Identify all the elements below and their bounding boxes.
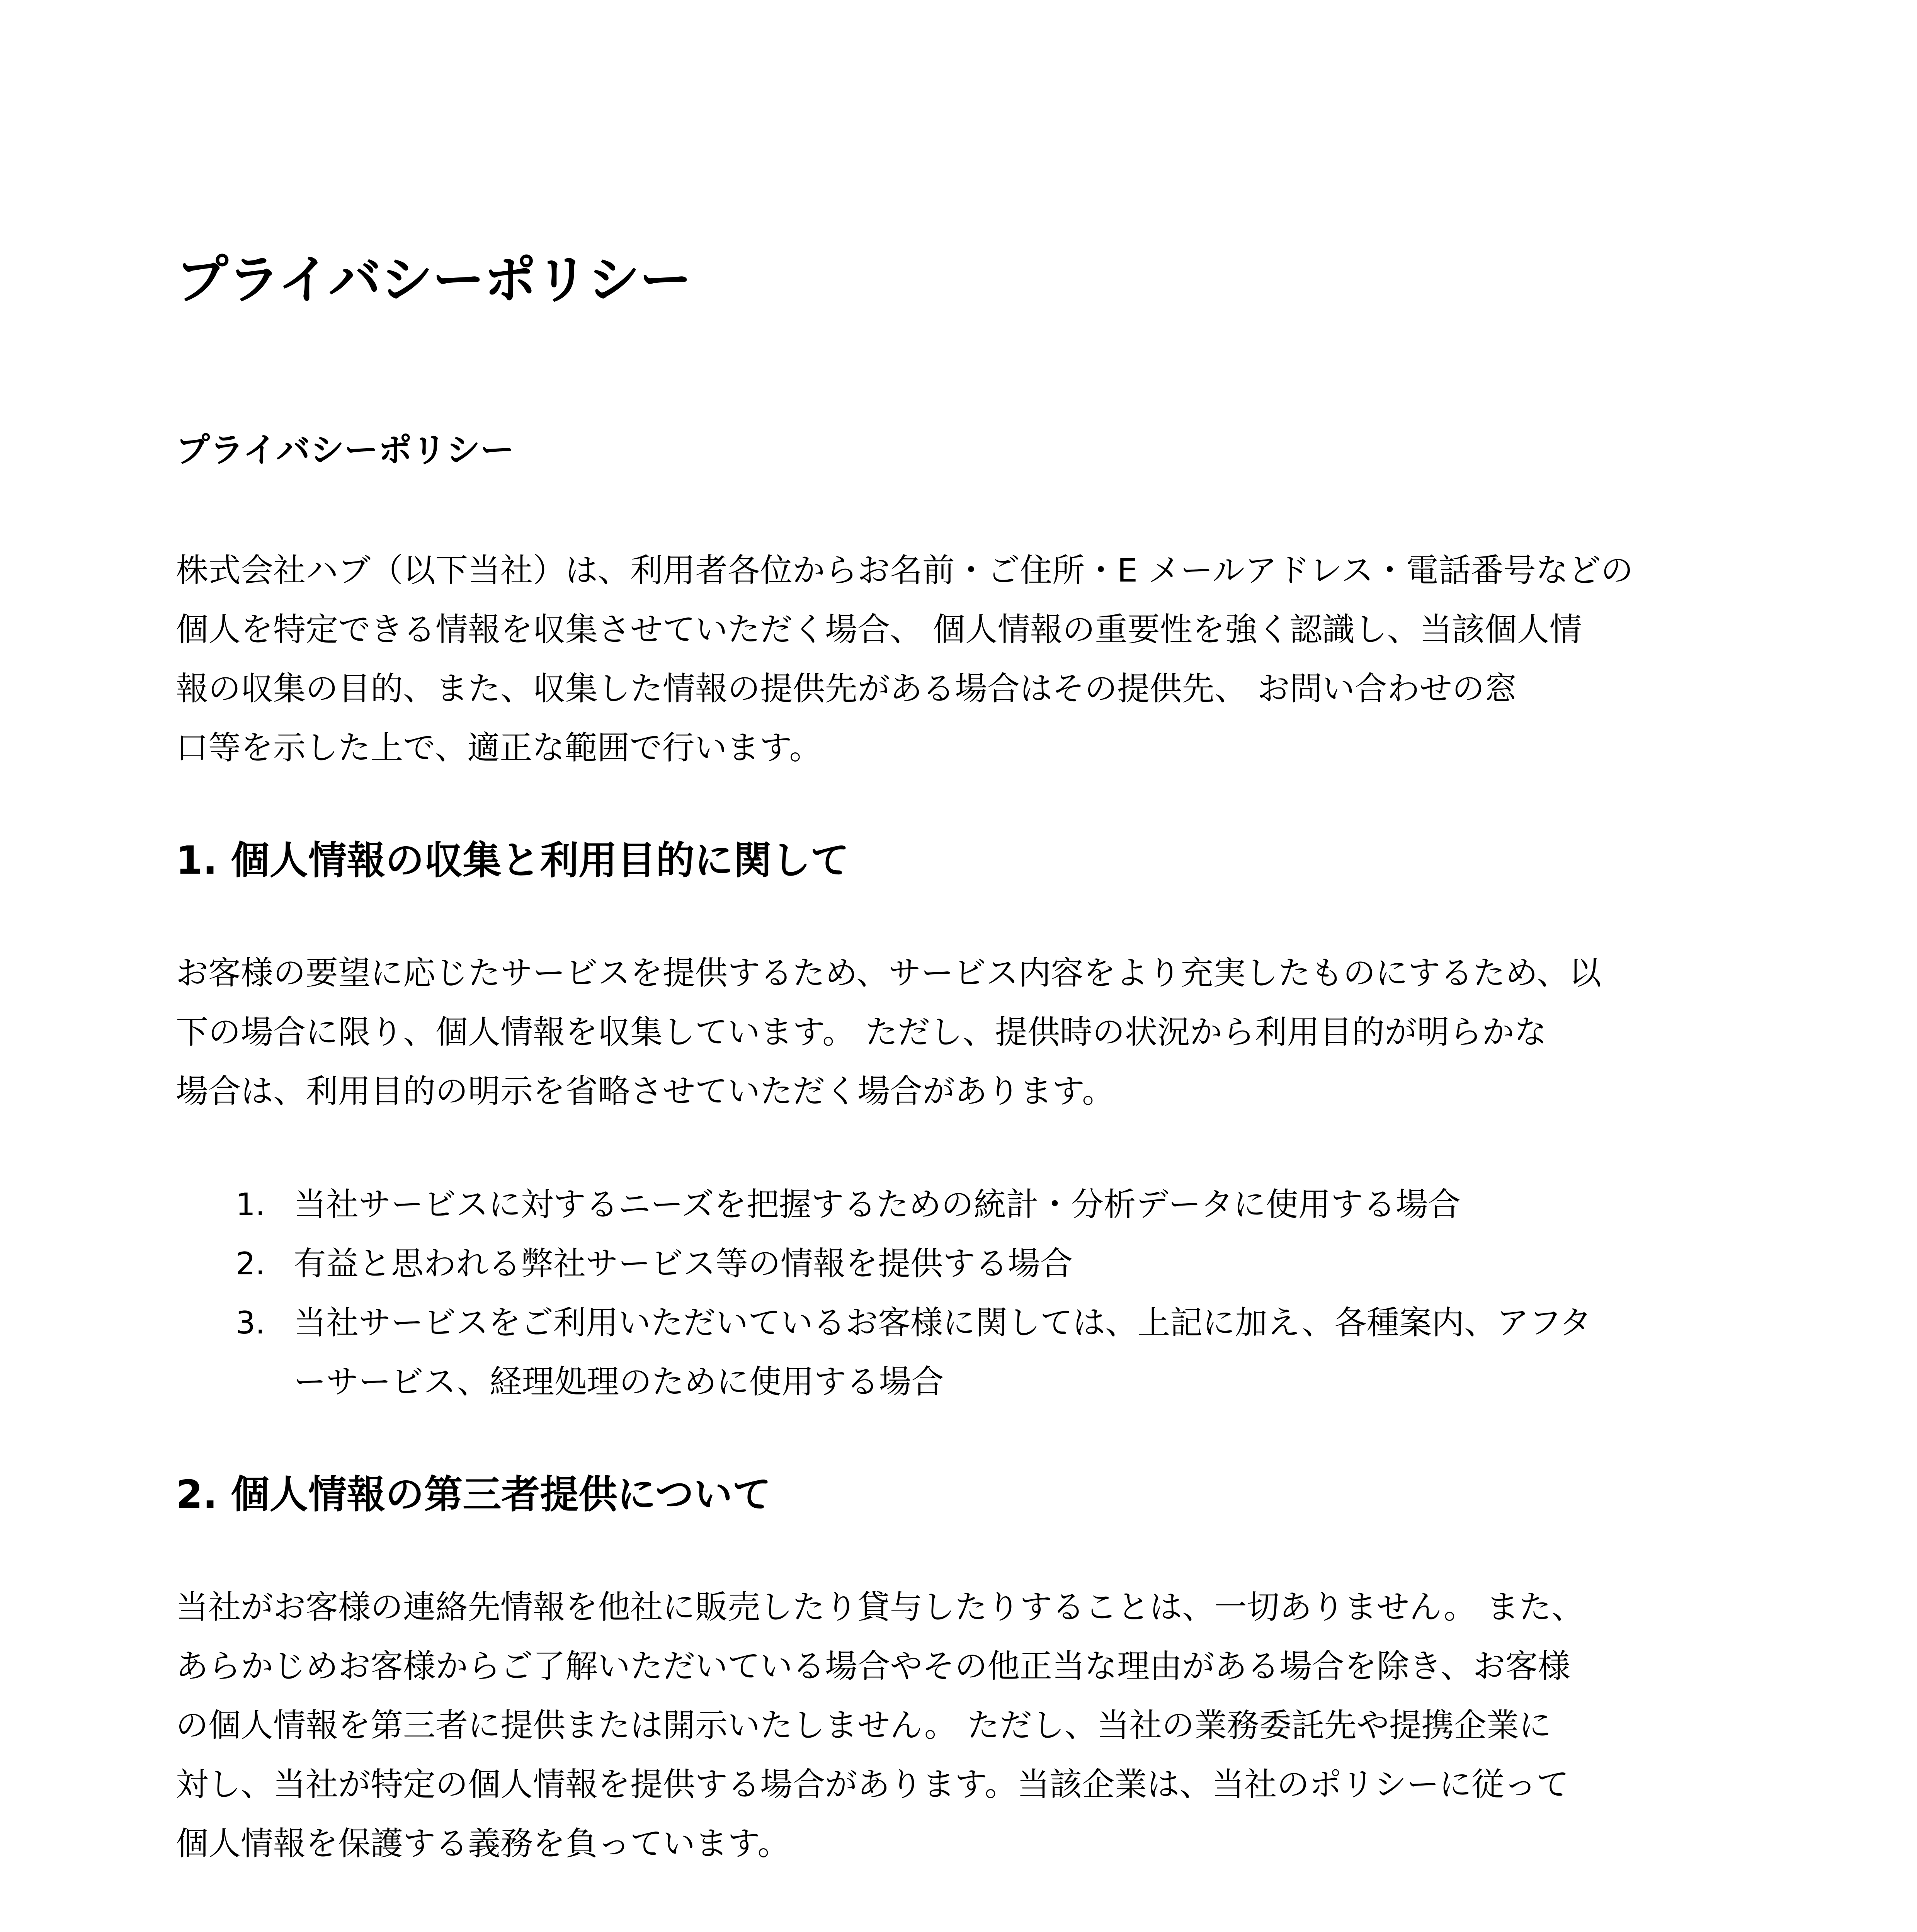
section2-line: あらかじめお客様からご了解いただいている場合やその他正当な理由がある場合を除き、お客様 — [176, 1647, 1570, 1685]
list-item-number: 1. — [236, 1187, 265, 1223]
section2-line: 対し、当社が特定の個人情報を提供する場合があります。当該企業は、当社のポリシーに従って — [176, 1765, 1569, 1803]
section1-paragraph — [176, 944, 1745, 1121]
intro-line: 報の収集の目的、また、収集した情報の提供先がある場合はその提供先、 お問い合わせの窓 — [176, 670, 1517, 707]
list-item-number: 3. — [236, 1305, 265, 1341]
section1-heading: 1. 個人情報の収集と利用目的に関して — [176, 838, 849, 883]
list-item-text: 有益と思われる弊社サービス等の情報を提供する場合 — [294, 1245, 1073, 1282]
list-item — [176, 1175, 1745, 1234]
section1-line: 下の場合に限り、個人情報を収集しています。 ただし、提供時の状況から利用目的が明らかな — [176, 1013, 1547, 1051]
list-item-text: 当社サービスに対するニーズを把握するための統計・分析データに使用する場合 — [294, 1185, 1461, 1223]
section2-line: 当社がお客様の連絡先情報を他社に販売したり貸与したりすることは、一切ありません。 また、 — [176, 1588, 1584, 1626]
intro-paragraph — [176, 541, 1745, 777]
section2-line: 個人情報を保護する義務を負っています。 — [176, 1825, 790, 1862]
section2-line: の個人情報を第三者に提供または開示いたしません。 ただし、当社の業務委託先や提携企業に — [176, 1706, 1551, 1744]
list-item-text: 当社サービスをご利用いただいているお客様に関しては、上記に加え、各種案内、アフタ — [294, 1304, 1592, 1342]
section1-line: 場合は、利用目的の明示を省略させていただく場合があります。 — [176, 1072, 1115, 1110]
intro-line: 株式会社ハブ（以下当社）は、利用者各位からお名前・ご住所・E メールアドレス・電話番号などの — [176, 551, 1633, 589]
page-subtitle: プライバシーポリシー — [176, 430, 514, 470]
section2-heading: 2. 個人情報の第三者提供について — [176, 1472, 771, 1517]
document-page — [176, 247, 1745, 1932]
page-title: プライバシーポリシー — [176, 250, 691, 311]
section2-paragraph — [176, 1578, 1745, 1873]
intro-line: 口等を示した上で、適正な範囲で行います。 — [176, 729, 822, 767]
section1-line: お客様の要望に応じたサービスを提供するため、サービス内容をより充実したものにするため、以 — [176, 954, 1602, 992]
list-item — [176, 1293, 1745, 1412]
list-item-number: 2. — [236, 1246, 265, 1282]
list-item — [176, 1234, 1745, 1293]
purpose-list — [176, 1175, 1745, 1412]
section3-heading — [176, 1927, 1745, 1932]
intro-line: 個人を特定できる情報を収集させていただく場合、 個人情報の重要性を強く認識し、当該個人情 — [176, 611, 1582, 648]
list-item-text: ーサービス、経理処理のために使用する場合 — [294, 1363, 944, 1401]
